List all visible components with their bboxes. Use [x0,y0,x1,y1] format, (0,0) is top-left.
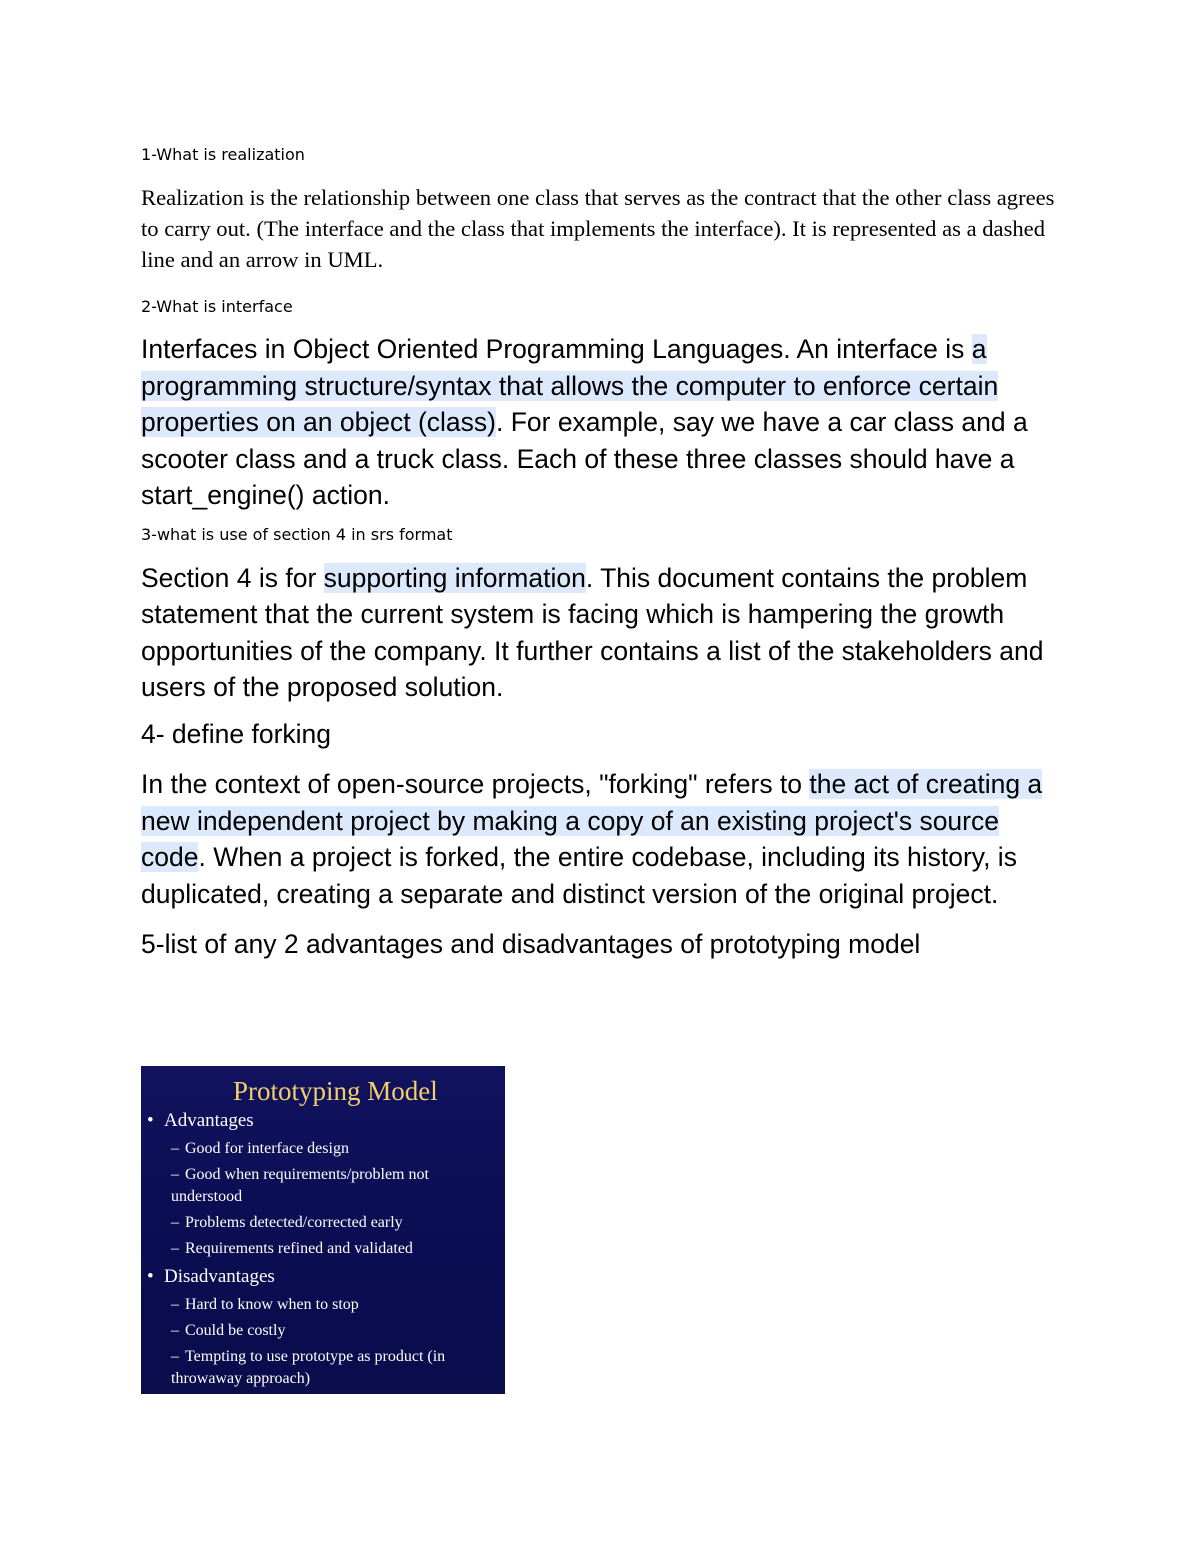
dash-icon: – [171,1166,179,1183]
dash-icon: – [171,1348,179,1365]
question-2: 2-What is interface [141,297,293,316]
advantages-heading [147,1110,254,1132]
dash-icon: – [171,1140,179,1157]
document-body [141,140,1071,977]
advantage-item: – Good for interface design [171,1138,491,1160]
bullet-icon: • [147,1110,154,1131]
dash-icon: – [171,1240,179,1257]
answer-3-highlight: supporting information [323,562,586,593]
answer-1: Realization is the relationship between one class that serves as the contract that the other class agrees to carry out. (The interface and the class that implements the interface). It is represented as a dashed line and an arrow in UML. [141,185,1055,272]
disadvantage-item: – Hard to know when to stop [171,1294,491,1316]
dash-icon: – [171,1296,179,1313]
answer-4-highlight: the act of creating a new independent project by making a copy of an existing project's source code [141,769,1043,872]
question-3: 3-what is use of section 4 in srs format [141,524,453,544]
disadvantages-heading [147,1266,275,1288]
answer-3-text-start: Section 4 is for [141,562,324,593]
slide-title: Prototyping Model [233,1076,438,1106]
bullet-icon: • [147,1266,154,1287]
disadvantage-item: – Could be costly [171,1320,491,1342]
disadvantage-item: – Tempting to use prototype as product (in [171,1346,491,1368]
advantage-item: – Problems detected/corrected early [171,1212,491,1234]
answer-2-text-start: Interfaces in Object Oriented Programming Languages. An interface is [141,334,972,364]
prototyping-model-slide-image [141,1066,505,1394]
disadvantage-item-continuation: throwaway approach) [171,1370,311,1387]
answer-4-text-start: In the context of open-source projects, "forking" refers to [141,769,810,799]
advantage-item-continuation: understood [171,1188,243,1205]
question-5: 5-list of any 2 advantages and disadvantages of prototyping model [141,929,921,959]
answer-3-text-end: . This document contains the problem statement that the current system is facing which is hampering the growth opportunities of the company. It further contains a list of the stakeholders and users of the proposed solution. [141,562,1044,702]
disadvantages-label: Disadvantages [164,1266,275,1287]
answer-4-text-end: . When a project is forked, the entire codebase, including its history, is duplicated, creating a separate and distinct version of the original project. [141,842,1017,909]
advantage-item: – Good when requirements/problem not [171,1164,491,1186]
advantage-item: – Requirements refined and validated [171,1238,491,1260]
question-4: 4- define forking [141,718,332,749]
dash-icon: – [171,1214,179,1231]
dash-icon: – [171,1322,179,1339]
answer-2 [141,331,1071,514]
advantages-label: Advantages [164,1110,254,1131]
answer-2-text-end: . For example, say we have a car class and a scooter class and a truck class. Each of these three classes should have a start_engine() action. [141,407,1028,510]
answer-2-highlight: a programming structure/syntax that allows the computer to enforce certain properties on an object (class) [141,334,999,437]
answer-3 [141,560,1071,706]
answer-4 [141,766,1071,912]
question-1: 1-What is realization [141,145,305,164]
